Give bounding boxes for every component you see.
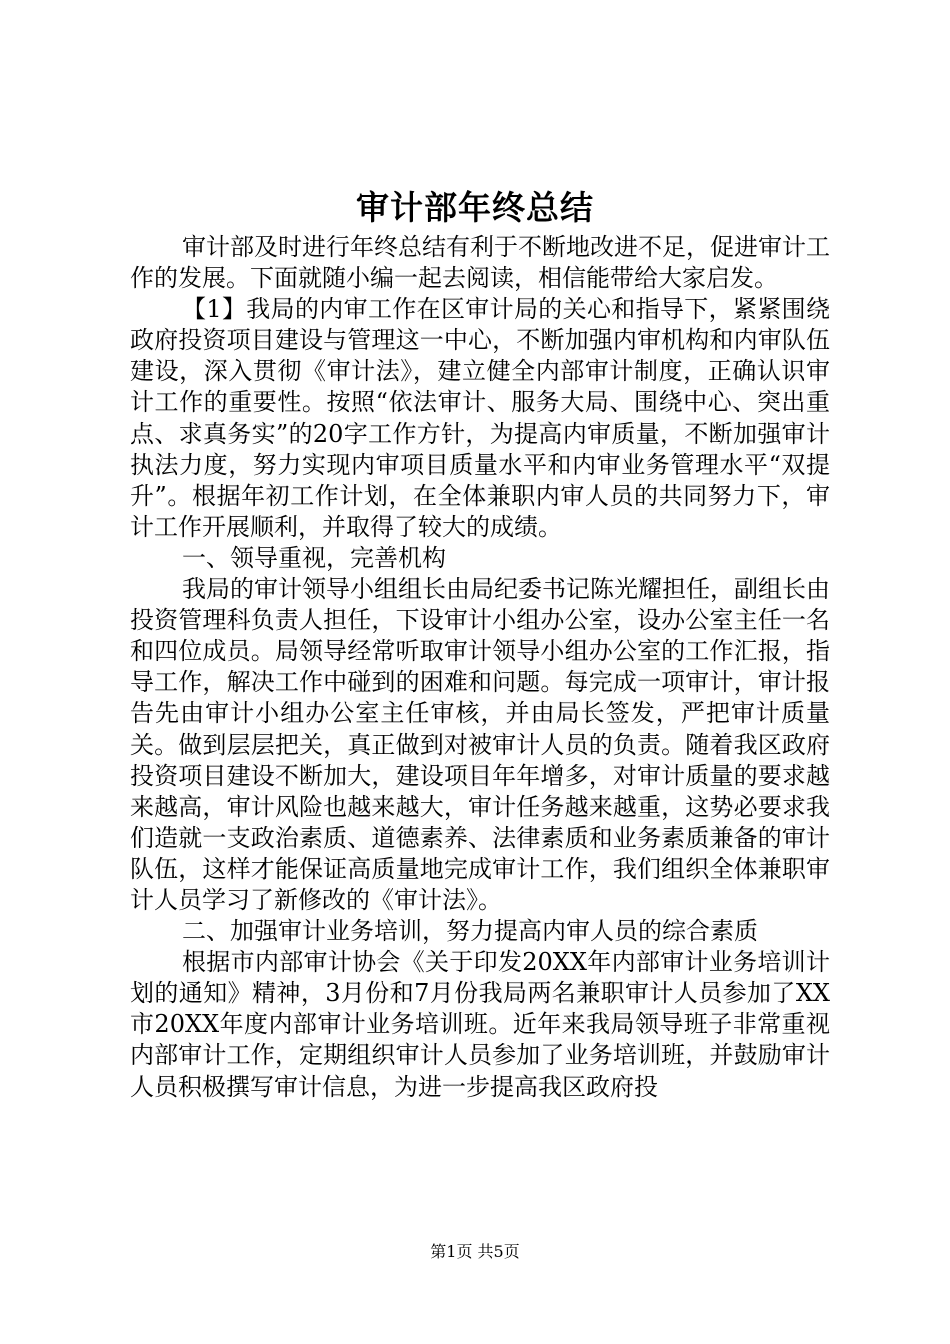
heading-training: 二、加强审计业务培训，努力提高内审人员的综合素质 [182, 917, 758, 946]
document-title: 审计部年终总结 [356, 188, 594, 227]
training-paragraph: 根据市内部审计协会《关于印发20XX年内部审计业务培训计划的通知》精神，3月份和7月份我局两名兼职审计人员参加了XX市20XX年度内部审计业务培训班。近年来我局领导班子非常重视内部审计工作，定期组织审计人员参加了业务培训班，并鼓励审计人员积极撰写审计信息，为进一步提高我区政府投 [130, 948, 830, 1101]
page-footer: 第1页 共5页 [430, 1242, 520, 1261]
document-body [130, 232, 830, 1103]
heading-leadership: 一、领导重视，完善机构 [182, 543, 446, 572]
section-1-paragraph: 【1】我局的内审工作在区审计局的关心和指导下，紧紧围绕政府投资项目建设与管理这一中心，不断加强内审机构和内审队伍建设，深入贯彻《审计法》，建立健全内部审计制度，正确认识审计工作的重要性。按照“依法审计、服务大局、围绕中心、突出重点、求真务实”的20字工作方针，为提高内审质量，不断加强审计执法力度，努力实现内审项目质量水平和内审业务管理水平“双提升”。根据年初工作计划，在全体兼职内审人员的共同努力下，审计工作开展顺利，并取得了较大的成绩。 [130, 295, 830, 541]
intro-paragraph: 审计部及时进行年终总结有利于不断地改进不足，促进审计工作的发展。下面就随小编一起去阅读，相信能带给大家启发。 [130, 233, 830, 293]
leadership-paragraph: 我局的审计领导小组组长由局纪委书记陈光耀担任，副组长由投资管理科负责人担任，下设审计小组办公室，设办公室主任一名和四位成员。局领导经常听取审计领导小组办公室的工作汇报，指导工作，解决工作中碰到的困难和问题。每完成一项审计，审计报告先由审计小组办公室主任审核，并由局长签发，严把审计质量关。做到层层把关，真正做到对被审计人员的负责。随着我区政府投资项目建设不断加大，建设项目年年增多，对审计质量的要求越来越高，审计风险也越来越大，审计任务越来越重，这势必要求我们造就一支政治素质、道德素养、法律素质和业务素质兼备的审计队伍，这样才能保证高质量地完成审计工作，我们组织全体兼职审计人员学习了新修改的《审计法》。 [130, 575, 830, 914]
